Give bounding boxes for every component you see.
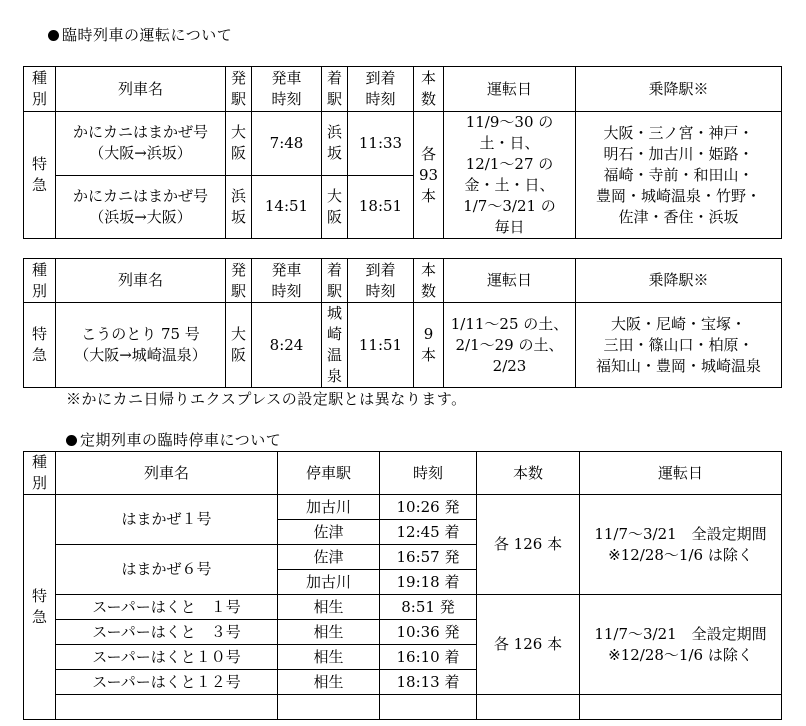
operation-days: 1/11～25 の土、 2/1～29 の土、 2/23 xyxy=(444,303,576,388)
train-count: 9 本 xyxy=(414,303,444,388)
stop-stations: 大阪・三ノ宮・神戸・ 明石・加古川・姫路・ 福崎・寺前・和田山・ 豊岡・城崎温泉・竹野・ 佐津・香住・浜坂 xyxy=(576,112,782,239)
arr-station: 浜 坂 xyxy=(322,112,348,176)
train-name: こうのとり 75 号 （大阪→城崎温泉） xyxy=(56,303,226,388)
header-arr-time: 到着 時刻 xyxy=(348,67,414,112)
train-count: 各 126 本 xyxy=(477,595,580,695)
table-header-row xyxy=(24,452,782,495)
train-name: スーパーはくと １号 xyxy=(56,595,278,620)
header-time: 時刻 xyxy=(380,452,477,495)
section2-heading xyxy=(66,429,281,450)
train-count: 各 93 本 xyxy=(414,112,444,239)
arr-station: 城 崎 温 泉 xyxy=(322,303,348,388)
regular-train-stop-table xyxy=(23,451,782,720)
operation-days: 11/7～3/21 全設定期間 ※12/28～1/6 は除く xyxy=(580,595,782,695)
table-row xyxy=(24,695,782,720)
header-dep-station: 発 駅 xyxy=(226,67,252,112)
header-arr-station: 着 駅 xyxy=(322,259,348,303)
header-train: 列車名 xyxy=(56,452,278,495)
dep-station: 浜 坂 xyxy=(226,175,252,239)
stop-station: 相生 xyxy=(278,670,380,695)
header-type: 種 別 xyxy=(24,67,56,112)
stop-time: 19:18 着 xyxy=(380,570,477,595)
special-train-table-1 xyxy=(23,66,782,239)
operation-days: 11/7～3/21 全設定期間 ※12/28～1/6 は除く xyxy=(580,495,782,595)
stop-station: 加古川 xyxy=(278,570,380,595)
header-train: 列車名 xyxy=(56,259,226,303)
operation-days xyxy=(580,695,782,720)
train-count xyxy=(477,695,580,720)
dep-time: 8:24 xyxy=(252,303,322,388)
header-count: 本 数 xyxy=(414,259,444,303)
header-dep-time: 発車 時刻 xyxy=(252,259,322,303)
stop-time: 18:13 着 xyxy=(380,670,477,695)
section2-title: 定期列車の臨時停車について xyxy=(80,431,282,449)
stop-time: 16:10 着 xyxy=(380,645,477,670)
train-name: スーパーはくと１２号 xyxy=(56,670,278,695)
train-name: かにカニはまかぜ号 （浜坂→大阪） xyxy=(56,175,226,239)
header-type: 種 別 xyxy=(24,452,56,495)
train-name xyxy=(56,695,278,720)
footnote: ※かにカニ日帰りエクスプレスの設定駅とは異なります。 xyxy=(66,390,467,408)
bullet-icon xyxy=(48,30,59,41)
header-count: 本 数 xyxy=(414,67,444,112)
header-stops: 乗降駅※ xyxy=(576,259,782,303)
stop-station: 相生 xyxy=(278,645,380,670)
stop-station: 佐津 xyxy=(278,545,380,570)
header-stops: 乗降駅※ xyxy=(576,67,782,112)
stop-station: 相生 xyxy=(278,620,380,645)
special-train-table-2 xyxy=(23,258,782,388)
header-dep-station: 発 駅 xyxy=(226,259,252,303)
train-type: 特 急 xyxy=(24,495,56,720)
dep-station: 大 阪 xyxy=(226,303,252,388)
stop-station: 相生 xyxy=(278,595,380,620)
bullet-icon xyxy=(66,435,77,446)
table-row xyxy=(24,112,782,176)
stop-station: 佐津 xyxy=(278,520,380,545)
header-days: 運転日 xyxy=(444,67,576,112)
train-name: スーパーはくと１０号 xyxy=(56,645,278,670)
train-type: 特 急 xyxy=(24,303,56,388)
table-row xyxy=(24,495,782,520)
arr-station: 大 阪 xyxy=(322,175,348,239)
dep-time: 7:48 xyxy=(252,112,322,176)
stop-time: 8:51 発 xyxy=(380,595,477,620)
table-row xyxy=(24,595,782,620)
header-station: 停車駅 xyxy=(278,452,380,495)
train-name: はまかぜ６号 xyxy=(56,545,278,595)
train-name: はまかぜ１号 xyxy=(56,495,278,545)
section1-title: 臨時列車の運転について xyxy=(62,26,233,44)
header-train: 列車名 xyxy=(56,67,226,112)
table-header-row xyxy=(24,259,782,303)
stop-station: 加古川 xyxy=(278,495,380,520)
arr-time: 18:51 xyxy=(348,175,414,239)
stop-stations: 大阪・尼崎・宝塚・ 三田・篠山口・柏原・ 福知山・豊岡・城崎温泉 xyxy=(576,303,782,388)
header-count: 本数 xyxy=(477,452,580,495)
train-count: 各 126 本 xyxy=(477,495,580,595)
stop-time: 10:26 発 xyxy=(380,495,477,520)
arr-time: 11:33 xyxy=(348,112,414,176)
header-arr-station: 着 駅 xyxy=(322,67,348,112)
operation-days: 11/9～30 の 土・日、 12/1～27 の 金・土・日、 1/7～3/21 の 毎日 xyxy=(444,112,576,239)
section1-heading xyxy=(48,24,232,45)
train-type: 特 急 xyxy=(24,112,56,239)
arr-time: 11:51 xyxy=(348,303,414,388)
table-header-row xyxy=(24,67,782,112)
train-name: スーパーはくと ３号 xyxy=(56,620,278,645)
table-row xyxy=(24,303,782,388)
stop-time xyxy=(380,695,477,720)
stop-station xyxy=(278,695,380,720)
header-arr-time: 到着 時刻 xyxy=(348,259,414,303)
stop-time: 12:45 着 xyxy=(380,520,477,545)
header-days: 運転日 xyxy=(580,452,782,495)
dep-station: 大 阪 xyxy=(226,112,252,176)
stop-time: 10:36 発 xyxy=(380,620,477,645)
train-name: かにカニはまかぜ号 （大阪→浜坂） xyxy=(56,112,226,176)
dep-time: 14:51 xyxy=(252,175,322,239)
header-days: 運転日 xyxy=(444,259,576,303)
stop-time: 16:57 発 xyxy=(380,545,477,570)
header-dep-time: 発車 時刻 xyxy=(252,67,322,112)
header-type: 種 別 xyxy=(24,259,56,303)
